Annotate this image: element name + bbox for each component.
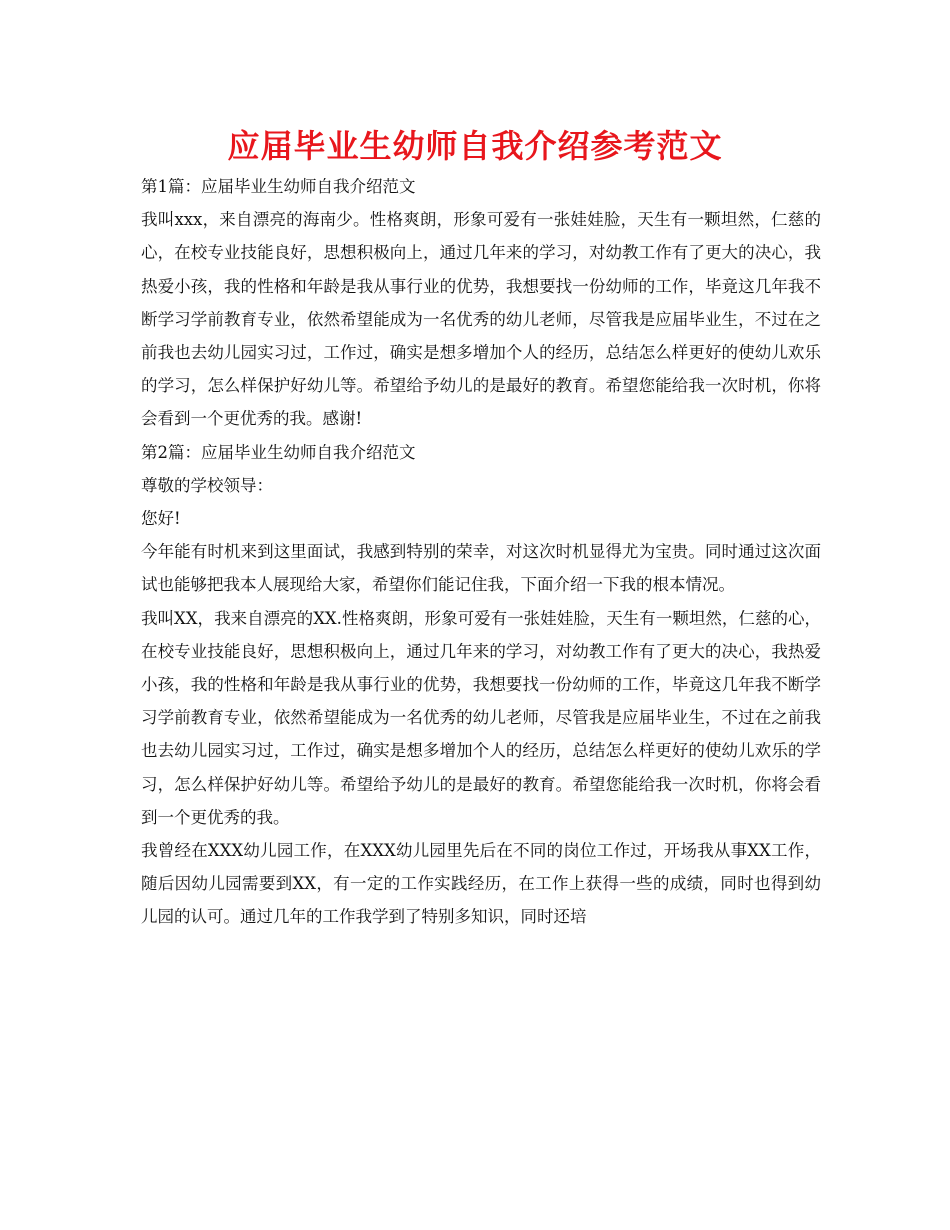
document-title: 应届毕业生幼师自我介绍参考范文 (227, 127, 723, 165)
section-heading-2: 第2篇：应届毕业生幼师自我介绍范文 (141, 442, 416, 462)
salutation: 尊敬的学校领导： (141, 475, 273, 495)
section-heading-1: 第1篇：应届毕业生幼师自我介绍范文 (141, 177, 416, 196)
greeting: 您好! (141, 509, 181, 529)
paragraph: 今年能有时机来到这里面试，我感到特别的荣幸，对这次时机显得尤为宝贵。同时通过这次面试也能够把我本人展现给大家，希望你们能记住我，下面介绍一下我的根本情况。 (141, 542, 821, 595)
paragraph: 我叫xxx，来自漂亮的海南少。性格爽朗，形象可爱有一张娃娃脸，天生有一颗坦然，仁慈的心，在校专业技能良好，思想积极向上，通过几年来的学习，对幼教工作有了更大的决心，我热爱小孩，我的性格和年龄是我从事行业的优势，我想要找一份幼师的工作，毕竟这几年我不断学习学前教育专业，依然希望能成为一名优秀的幼儿老师，尽管我是应届毕业生，不过在之前我也去幼儿园实习过，工作过，确实是想多增加个人的经历，总结怎么样更好的使幼儿欢乐的学习，怎么样保护好幼儿等。希望给予幼儿的是最好的教育。希望您能给我一次时机，你将会看到一个更优秀的我。感谢! (141, 210, 821, 429)
document-body (141, 170, 821, 934)
paragraph: 我曾经在XXX幼儿园工作，在XXX幼儿园里先后在不同的岗位工作过，开场我从事XX工作，随后因幼儿园需要到XX，有一定的工作实践经历，在工作上获得一些的成绩，同时也得到幼儿园的认可。通过几年的工作我学到了特别多知识，同时还培 (141, 841, 821, 927)
paragraph: 我叫XX，我来自漂亮的XX.性格爽朗，形象可爱有一张娃娃脸，天生有一颗坦然，仁慈的心，在校专业技能良好，思想积极向上，通过几年来的学习，对幼教工作有了更大的决心，我热爱小孩，我的性格和年龄是我从事行业的优势，我想要找一份幼师的工作，毕竟这几年我不断学习学前教育专业，依然希望能成为一名优秀的幼儿老师，尽管我是应届毕业生，不过在之前我也去幼儿园实习过，工作过，确实是想多增加个人的经历，总结怎么样更好的使幼儿欢乐的学习，怎么样保护好幼儿等。希望给予幼儿的是最好的教育。希望您能给我一次时机，你将会看到一个更优秀的我。 (141, 608, 821, 827)
